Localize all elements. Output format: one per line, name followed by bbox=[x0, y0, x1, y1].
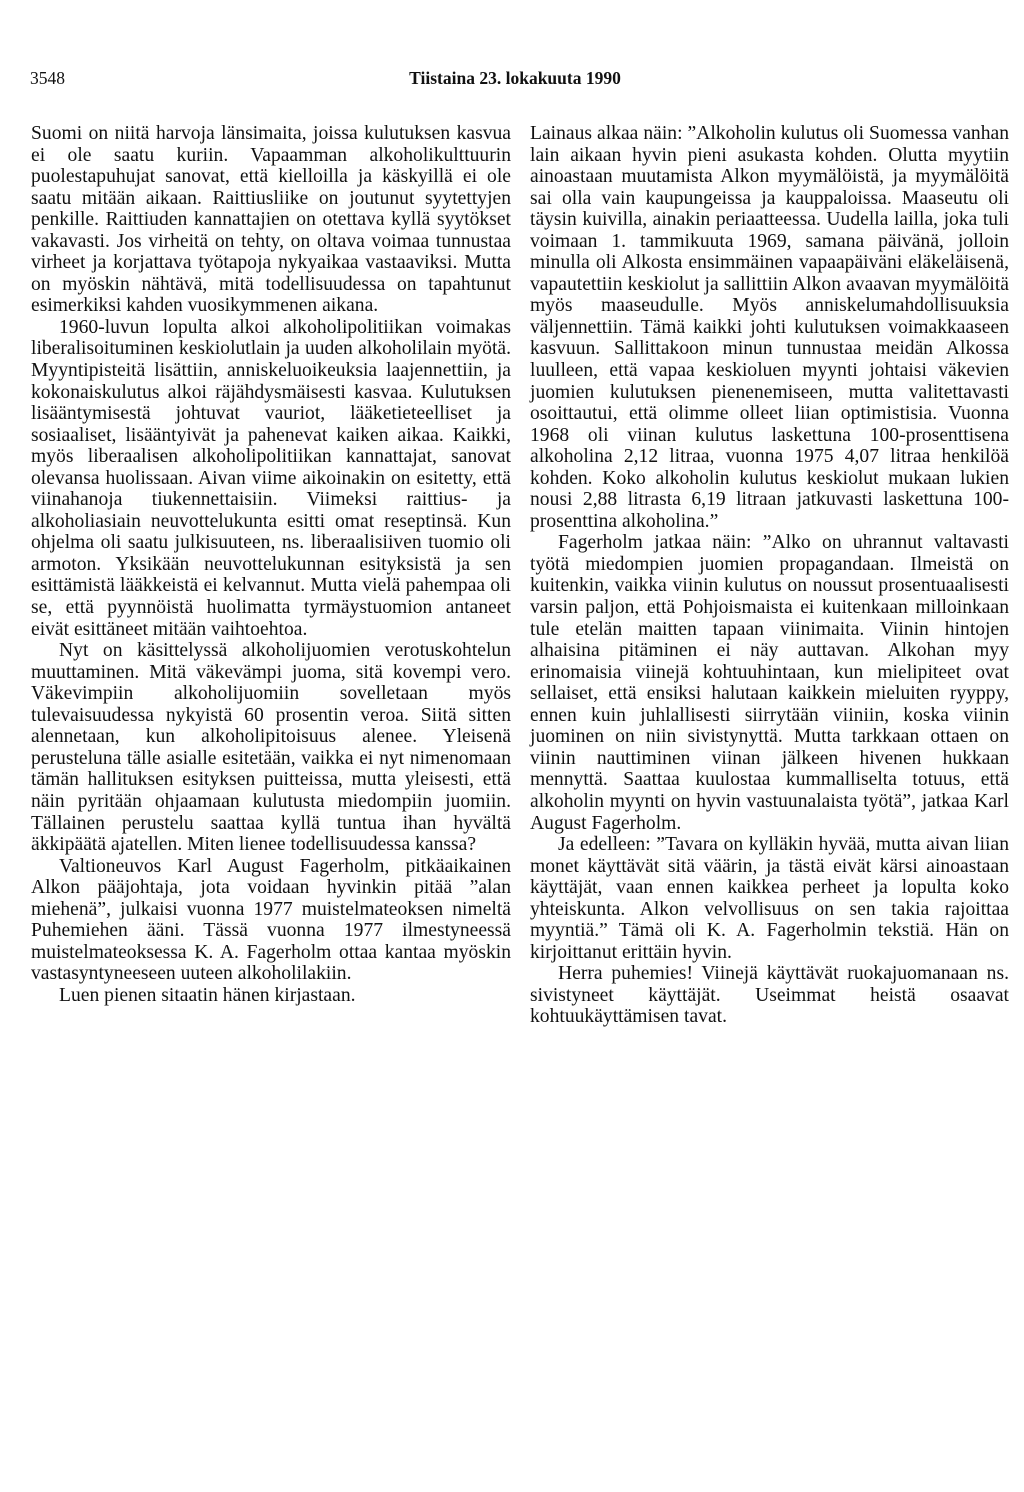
paragraph: Lainaus alkaa näin: ”Alkoholin kulutus oli Suomessa vanhan lain aikaan hyvin pieni asukasta kohden. Olutta myytiin ainoastaan muutamista Alkon myymälöistä, ja myymälöitä sai olla vain kaupungeissa ja kauppaloissa. Maaseutu oli täysin kuivilla, ainakin periaatteessa. Uudella lailla, joka tuli voimaan 1. tammikuuta 1969, samana päivänä, jolloin minulla oli Alkosta ensimmäinen vapaapäiväni eläkeläisenä, vapautettiin keskiolut ja sallittiin Alkon avaavan myymälöitä myös maaseudulle. Myös anniskelumahdollisuuksia väljennettiin. Tämä kaikki johti kulutuksen voimakkaaseen kasvuun. Sallittakoon minun tunnustaa meidän Alkossa luulleen, että vapaa keskioluen myynti johtaisi väkevien juomien kulutuksen pienenemiseen, mutta valitettavasti osoittautui, että olimme olleet liian optimistisia. Vuonna 1968 oli viinan kulutus laskettuna 100-prosenttisena alkoholina 2,12 litraa, vuonna 1975 4,07 litraa henkilöä kohden. Koko alkoholin kulutus keskiolut mukaan lukien nousi 2,88 litrasta 6,19 litraan jatkuvasti laskettuna 100-prosenttina alkoholina.” bbox=[530, 123, 1009, 532]
paragraph: Herra puhemies! Viinejä käyttävät ruokajuomanaan ns. sivistyneet käyttäjät. Useimmat heistä osaavat kohtuukäyttämisen tavat. bbox=[530, 963, 1009, 1028]
paragraph: Valtioneuvos Karl August Fagerholm, pitkäaikainen Alkon pääjohtaja, jota voidaan hyvinkin pitää ”alan miehenä”, julkaisi vuonna 1977 muistelmateoksen nimeltä Puhemiehen ääni. Tässä vuonna 1977 ilmestyneessä muistelmateoksessa K. A. Fagerholm ottaa kantaa myöskin vastasyntyneeseen uuteen alkoholilakiin. bbox=[31, 855, 511, 985]
page-number: 3548 bbox=[30, 68, 65, 88]
paragraph: Suomi on niitä harvoja länsimaita, joissa kulutuksen kasvua ei ole saatu kuriin. Vapaamman alkoholikulttuurin puolestapuhujat sanovat, että kielloilla ja käskyillä ei ole saatu mitään aikaan. Raittiusliike on joutunut syytettyjen penkille. Raittiuden kannattajien on otettava kyllä syytökset vakavasti. Jos virheitä on tehty, on oltava voimaa tunnustaa virheet ja korjattava työtapoja nykyaikaa vastaaviksi. Mutta on myöskin nähtävä, mitä todellisuudessa on tapahtunut esimerkiksi kahden vuosikymmenen aikana. bbox=[31, 123, 511, 317]
paragraph: 1960-luvun lopulta alkoi alkoholipolitiikan voimakas liberalisoituminen keskiolutlain ja uuden alkoholilain myötä. Myyntipisteitä lisättiin, anniskeluoikeuksia laajennettiin, ja kokonaiskulutus alkoi räjähdysmäisesti kasvaa. Kulutuksen lisääntymisestä johtuvat vauriot, lääketieteelliset ja sosiaaliset, lisääntyivät ja pahenevat kaiken aikaa. Kaikki, myös liberaalisen alkoholipolitiikan kannattajat, sanovat olevansa huolissaan. Aivan viime aikoinakin on esitetty, että viinahanoja tiukennettaisiin. Viimeksi raittius- ja alkoholiasiain neuvottelukunta esitti omat reseptinsä. Kun ohjelma oli saatu julkisuuteen, ns. liberaalisiiven tuomio oli armoton. Yksikään neuvottelukunnan esityksistä ja sen esittämistä lääkkeistä ei kelvannut. Mutta vielä pahempaa oli se, että pyynnöistä huolimatta tyrmäystuomion antaneet eivät esittäneet mitään vaihtoehtoa. bbox=[31, 316, 511, 640]
session-date: Tiistaina 23. lokakuuta 1990 bbox=[409, 68, 621, 88]
paragraph: Fagerholm jatkaa näin: ”Alko on uhrannut valtavasti työtä miedompien juomien propagandaan. Ilmeistä on kuitenkin, vaikka viinin kulutus on noussut prosentuaalisesti varsin paljon, että Pohjoismaista ei kuitenkaan milloinkaan tule etelän maitten tapaan viinimaita. Viinin hintojen alhaisina pitäminen ei näy auttavan. Alkohan myy erinomaisia viinejä kohtuuhintaan, kun mielipiteet ovat sellaiset, että ensiksi halutaan kaikkein mieluiten ryyppy, ennen kuin juhlallisesti siirrytään viiniin, koska viinin juominen on niin sivistynyttä. Mutta tarkkaan ottaen on viinin nauttiminen viinan jälkeen hivenen hukkaan mennyttä. Saattaa kuulostaa kummalliselta totuus, että alkoholin myynti on hyvin vastuunalaista työtä”, jatkaa Karl August Fagerholm. bbox=[530, 532, 1009, 834]
paragraph: Luen pienen sitaatin hänen kirjastaan. bbox=[59, 984, 356, 1006]
paragraph: Nyt on käsittelyssä alkoholijuomien verotuskohtelun muuttaminen. Mitä väkevämpi juoma, sitä kovempi vero. Väkevimpiin alkoholijuomiin sovelletaan myös tulevaisuudessa nykyistä 60 prosentin veroa. Siitä sitten alennetaan, kun alkoholipitoisuus alenee. Yleisenä perusteluna tälle asialle esitetään, vaikka ei nyt nimenomaan tämän hallituksen esityksen puitteissa, mutta yleisesti, että näin pyritään ohjaamaan kulutusta miedompiin juomiin. Tällainen perustelu saattaa kyllä tuntua ihan hyvältä äkkipäätä ajatellen. Miten lienee todellisuudessa kanssa? bbox=[31, 640, 511, 856]
right-column bbox=[530, 123, 1009, 1028]
left-column bbox=[31, 123, 511, 1006]
paragraph: Ja edelleen: ”Tavara on kylläkin hyvää, mutta aivan liian monet käyttävät sitä väärin, ja tästä eivät kärsi ainoastaan käyttäjät, vaan ennen kaikkea perheet ja lopulta koko yhteiskunta. Alkon velvollisuus on sen takia rajoittaa myyntiä.” Tämä oli K. A. Fagerholmin tekstiä. Hän on kirjoittanut erittäin hyvin. bbox=[530, 834, 1009, 963]
page-header bbox=[30, 68, 1000, 90]
